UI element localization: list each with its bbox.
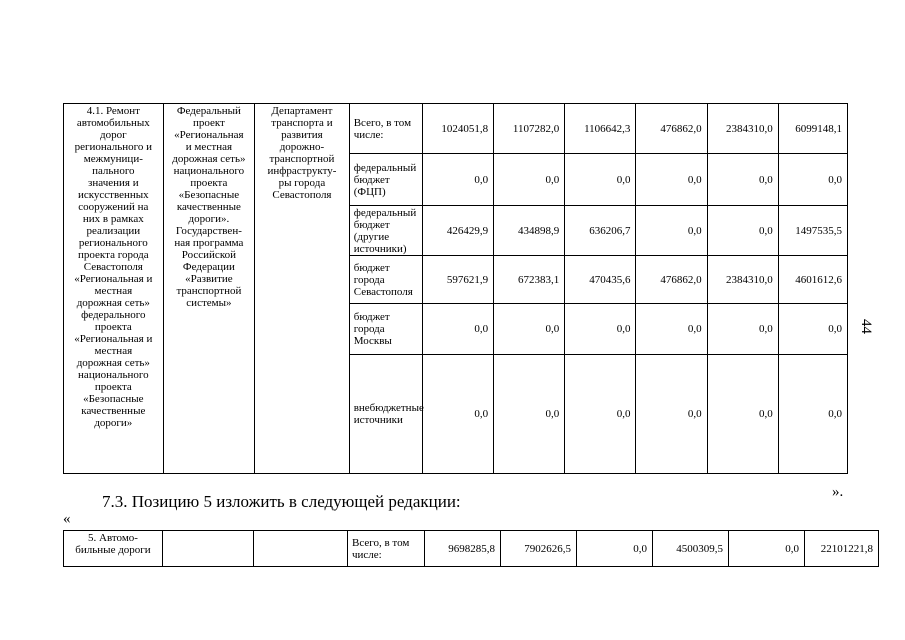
value-cell: 4500309,5 — [653, 531, 729, 567]
value-cell: 1024051,8 — [422, 104, 493, 154]
department-cell: Департамент транспорта и развития дорожно- транспортной инфраструкту- ры города Севастополя — [255, 104, 350, 474]
funding-source-cell: бюджет города Москвы — [349, 304, 422, 355]
funding-source-cell: федеральный бюджет (другие источники) — [349, 206, 422, 256]
value-cell: 1106642,3 — [565, 104, 636, 154]
total-cell: 6099148,1 — [778, 104, 847, 154]
value-cell: 0,0 — [636, 355, 707, 474]
page-number: 44 — [858, 319, 874, 334]
funding-source-cell: Всего, в том числе: — [349, 104, 422, 154]
value-cell: 476862,0 — [636, 256, 707, 304]
funding-source-cell: бюджет города Севастополя — [349, 256, 422, 304]
value-cell: 1107282,0 — [494, 104, 565, 154]
measure-name-cell: 4.1. Ремонт автомобильных дорог регионального и межмуници- пального значения и искусственных сооружений на них в рамках реализации регионального проекта города Севастополя «Региональная и местная дорожная сеть» федерального проекта «Региональная и местная дорожная сеть» национального проекта «Безопасные качественные дороги» — [64, 104, 164, 474]
total-cell: 4601612,6 — [778, 256, 847, 304]
value-cell: 672383,1 — [494, 256, 565, 304]
opening-quote: « — [63, 511, 71, 527]
value-cell: 0,0 — [636, 154, 707, 206]
value-cell: 434898,9 — [494, 206, 565, 256]
value-cell: 0,0 — [577, 531, 653, 567]
program-cell: Федеральный проект «Региональная и местная дорожная сеть» национального проекта «Безопасные качественные дороги». Государствен- ная программа Российской Федерации «Развитие транспортной системы» — [163, 104, 255, 474]
value-cell: 426429,9 — [422, 206, 493, 256]
value-cell: 0,0 — [707, 355, 778, 474]
value-cell: 636206,7 — [565, 206, 636, 256]
value-cell: 0,0 — [707, 206, 778, 256]
table-row — [64, 531, 879, 567]
funding-source-cell: федеральный бюджет (ФЦП) — [349, 154, 422, 206]
funding-source-cell: внебюджетные источники — [349, 355, 422, 474]
value-cell: 0,0 — [707, 154, 778, 206]
value-cell: 9698285,8 — [425, 531, 501, 567]
value-cell: 0,0 — [494, 154, 565, 206]
value-cell: 597621,9 — [422, 256, 493, 304]
program-cell — [163, 531, 254, 567]
value-cell: 0,0 — [636, 304, 707, 355]
value-cell: 0,0 — [422, 154, 493, 206]
position-name-cell: 5. Автомо- бильные дороги — [64, 531, 163, 567]
value-cell: 0,0 — [729, 531, 805, 567]
value-cell: 2384310,0 — [707, 104, 778, 154]
value-cell: 470435,6 — [565, 256, 636, 304]
closing-quote: ». — [832, 484, 844, 500]
value-cell: 0,0 — [565, 355, 636, 474]
value-cell: 0,0 — [565, 304, 636, 355]
total-cell: 0,0 — [778, 154, 847, 206]
funding-table — [63, 103, 848, 474]
department-cell — [254, 531, 348, 567]
value-cell: 7902626,5 — [501, 531, 577, 567]
value-cell: 0,0 — [494, 355, 565, 474]
value-cell: 0,0 — [707, 304, 778, 355]
total-cell: 1497535,5 — [778, 206, 847, 256]
value-cell: 2384310,0 — [707, 256, 778, 304]
value-cell: 0,0 — [565, 154, 636, 206]
table-row — [64, 104, 848, 154]
total-cell: 0,0 — [778, 355, 847, 474]
value-cell: 0,0 — [494, 304, 565, 355]
value-cell: 0,0 — [636, 206, 707, 256]
value-cell: 0,0 — [422, 355, 493, 474]
funding-source-cell: Всего, в том числе: — [348, 531, 425, 567]
amendment-instruction: 7.3. Позицию 5 изложить в следующей редакции: — [102, 492, 461, 511]
value-cell: 0,0 — [422, 304, 493, 355]
total-cell: 22101221,8 — [805, 531, 879, 567]
position5-table — [63, 530, 879, 567]
value-cell: 476862,0 — [636, 104, 707, 154]
total-cell: 0,0 — [778, 304, 847, 355]
